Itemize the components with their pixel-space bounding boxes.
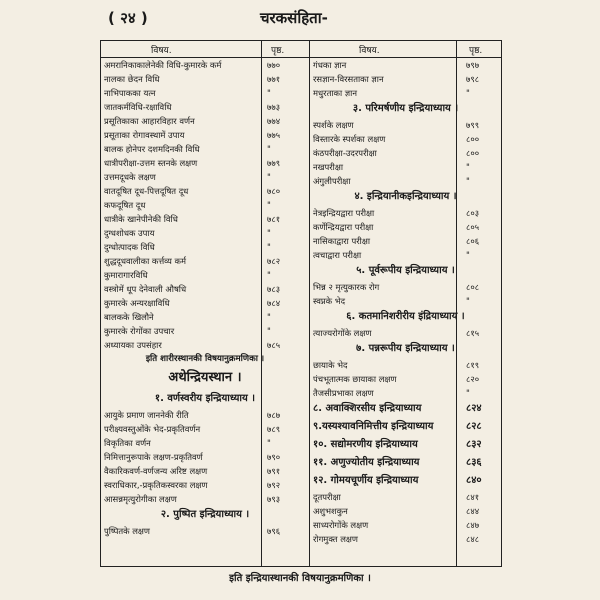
list-item [310,280,501,294]
entry-page: ८०० [466,134,480,144]
entry-title: विस्तारके स्पर्शका लक्षण [313,134,386,144]
entry-page: ८०६ [466,236,480,246]
list-item [101,142,309,156]
entry-title: अशुभशकुन [313,506,348,516]
entry-page: ८१९ [466,360,480,370]
list-item [101,254,309,268]
page-header-right: पृष्ठ. [469,46,483,56]
entry-page: ७८४ [267,298,281,308]
list-item [101,296,309,310]
entry-title: अंगुलीपरीक्षा [313,176,351,186]
entry-page: ७८१ [267,214,281,224]
entry-title: कंठपरीक्षा-उदरपरीक्षा [313,148,377,158]
chapter-heading: ६. कतमानिशरीरीय इंद्रियाध्याय । [346,311,465,322]
entry-title: नालका छेदन विधि [104,74,160,84]
list-item [101,184,309,198]
list-item [101,170,309,184]
entry-title: वैकारिकवर्ण-वर्णजन्य अरिष्ट लक्षण [104,466,208,476]
entry-title: स्वप्नके भेद [313,296,346,306]
entry-page: ८०८ [466,282,480,292]
list-item [310,294,501,308]
entry-title: परीक्ष्यवस्तुओंके भेद-प्रकृतिवर्णन [104,424,201,434]
list-item [310,418,501,436]
entry-page: ७८९ [267,424,281,434]
list-item [101,114,309,128]
chapter-heading: २. पुष्पित इन्द्रियाध्याय । [160,509,250,520]
table-header [101,41,501,58]
colophon: इति इन्द्रियास्थानकी विषयानुक्रमणिका । [229,573,371,584]
entry-title: जातकर्मविधि-रक्षाविधि [104,102,172,112]
chapter-heading: ३. परिमर्षणीय इन्द्रियाध्याय । [352,103,459,114]
list-item [101,436,309,450]
page-number: ( २४ ) [108,9,148,27]
entry-page: " [466,88,470,98]
entry-title: रसज्ञान-विरसताका ज्ञान [313,74,384,84]
list-item [310,146,501,160]
list-item [310,372,501,386]
section-end-line: इति शारीरस्थानकी विषयानुक्रमणिका । [145,354,265,364]
entry-title: ११. अणुज्योतीय इन्द्रियाध्याय [313,457,420,468]
list-item [310,220,501,234]
entry-page: ८०३ [466,208,480,218]
list-item [101,86,309,100]
entry-title: मधुरताका ज्ञान [313,88,357,98]
chapter-heading: ७. पन्नरूपीय इन्द्रियाध्याय । [356,343,455,354]
list-item [101,422,309,436]
entry-title: तैजसीप्रभाका लक्षण [313,388,374,398]
entry-title: आयुके प्रमाण जाननेकी रीति [104,410,189,420]
list-item [101,464,309,478]
entry-page: ८१५ [466,328,480,338]
list-item [310,400,501,418]
entry-title: त्वचाद्वारा परीक्षा [313,250,362,260]
entry-page: ७७४ [267,116,281,126]
list-item [101,226,309,240]
list-item [101,100,309,114]
entry-title: त्याज्यरोगोंके लक्षण [313,328,372,338]
entry-page: ८४१ [466,492,480,502]
entry-page: ७९१ [267,466,281,476]
entry-page: ८२० [466,374,480,384]
list-item [101,212,309,226]
list-item [101,324,309,338]
entry-title: नखपरीक्षा [313,162,344,172]
subject-header-right: विषय. [359,46,380,56]
entry-page: " [466,296,470,306]
entry-title: धात्रीपरीक्षा-उत्तम स्तनके लक्षण [104,158,198,168]
entry-page: " [267,326,271,336]
entry-title: पुष्पितके लक्षण [104,526,150,536]
entry-page: ७९७ [466,60,480,70]
entry-title: १२. गोमयचूर्णीय इन्द्रियाध्याय [313,475,419,486]
list-item [310,472,501,490]
entry-title: कर्णेन्द्रियद्वारा परीक्षा [313,222,374,232]
entry-page: ८४८ [466,534,480,544]
entry-title: साध्यरोगोंके लक्षण [313,520,369,530]
list-item [101,450,309,464]
entry-page: " [267,144,271,154]
entry-title: निमित्तानुरूपाके लक्षण-प्रकृतिवर्ण [104,452,203,462]
entry-page: ७७१ [267,74,281,84]
list-item [310,358,501,372]
entry-title: गंधका ज्ञान [313,60,347,70]
running-title: चरकसंहिता- [260,9,328,27]
list-item [101,524,309,538]
entry-page: ७७३ [267,102,281,112]
entry-page: ८४० [466,475,482,486]
entry-title: कुमारके अन्यरक्षाविधि [104,298,170,308]
entry-title: आसन्नमृत्युरोगीका लक्षण [104,494,177,504]
entry-page: " [466,162,470,172]
entry-page: " [267,228,271,238]
entry-title: नेत्रइन्द्रियद्वारा परीक्षा [313,208,375,218]
list-item [310,436,501,454]
list-item [101,282,309,296]
entry-page: ८३६ [466,457,482,468]
entry-page: ७७० [267,60,281,70]
list-item [310,234,501,248]
entry-page: ७८७ [267,410,281,420]
subject-header-left: विषय. [151,46,172,56]
entry-title: बालक होनेपर दशमदिनकी विधि [104,144,200,154]
entry-page: ७८२ [267,256,281,266]
entry-page: ८२४ [466,403,482,414]
entry-page: ७९६ [267,526,281,536]
entry-title: प्रसूताका रोगावस्थामें उपाय [104,130,185,140]
list-item [310,454,501,472]
list-item [101,156,309,170]
list-item [101,268,309,282]
entry-title: शुद्धदूधवालीका कर्त्तव्य कर्म [104,256,186,266]
list-item [310,58,501,72]
list-item [310,206,501,220]
entry-page: " [466,388,470,398]
list-item [101,408,309,422]
right-column [310,58,501,546]
entry-title: स्वराधिकार,-प्रकृतिकस्वरका लक्षण [104,480,208,490]
entry-title: स्पर्शके लक्षण [313,120,354,130]
entry-page: ७८३ [267,284,281,294]
entry-title: बालकके खिलौने [104,312,154,322]
entry-title: कुमारके रोगोंका उपचार [104,326,175,336]
entry-title: छायाके भेद [313,360,348,370]
page-header-left: पृष्ठ. [271,46,285,56]
contents-table [100,40,502,567]
list-item [101,198,309,212]
entry-page: " [267,270,271,280]
entry-page: " [267,438,271,448]
entry-title: वातदूषित दूध-पित्तदूषित दूध [104,186,189,196]
entry-title: वस्त्रोमें धूप देनेवाली औषधि [104,284,187,294]
list-item [310,386,501,400]
entry-page: " [466,176,470,186]
entry-title: दुग्धोत्पादक विधि [104,242,155,252]
entry-page: ८३२ [466,439,482,450]
list-item [101,492,309,506]
entry-page: ७७९ [267,158,281,168]
left-column [101,58,309,538]
list-item [101,310,309,324]
entry-page: ८४७ [466,520,480,530]
entry-page: ७९० [267,452,281,462]
entry-title: नाभिपाकका यत्न [104,88,156,98]
list-item [101,128,309,142]
list-item [310,86,501,100]
entry-page: ८०५ [466,222,480,232]
chapter-heading: ५. पूर्वरूपीय इन्द्रियाध्याय । [356,265,455,276]
list-item [310,72,501,86]
entry-title: कुमारागारविधि [104,270,148,280]
list-item [310,518,501,532]
entry-title: पंचभूतात्मक छायाका लक्षण [313,374,397,384]
list-item [310,504,501,518]
list-item [101,338,309,352]
list-item [101,72,309,86]
list-item [310,160,501,174]
entry-page: ८४४ [466,506,480,516]
entry-title: धात्रीके खानेपीनेकी विधि [104,214,178,224]
list-item [310,532,501,546]
list-item [101,478,309,492]
entry-title: अमरानिकाकालेनेकी विधि-कुमारके कर्म [104,60,222,70]
chapter-heading: १. वर्णस्वरीय इन्द्रियाध्याय । [154,393,256,404]
entry-page: ७९२ [267,480,281,490]
list-item [310,132,501,146]
entry-title: नासिकाद्वारा परीक्षा [313,236,371,246]
entry-title: दुग्धशोधक उपाय [104,228,155,238]
entry-title: ८. अवाक्शिरसीय इन्द्रियाध्याय [313,403,422,414]
list-item [310,118,501,132]
list-item [101,240,309,254]
entry-page: ७९८ [466,74,480,84]
entry-page: ७७५ [267,130,281,140]
entry-title: ९.यस्यश्यावनिमित्तीय इन्द्रियाध्याय [313,421,434,432]
list-item [310,326,501,340]
entry-page: ७९९ [466,120,480,130]
entry-page: " [267,242,271,252]
list-item [310,174,501,188]
chapter-heading: ४. इन्द्रियानीकइन्द्रियाध्याय । [354,191,457,202]
entry-page: " [267,200,271,210]
list-item [310,248,501,262]
entry-title: उत्तमदूधके लक्षण [104,172,156,182]
entry-page: " [267,88,271,98]
entry-title: रोगमुक्त लक्षण [313,534,358,544]
list-item [310,490,501,504]
entry-page: ७८० [267,186,281,196]
entry-page: ७९३ [267,494,281,504]
entry-page: " [466,250,470,260]
entry-page: ७८५ [267,340,281,350]
entry-title: कफदूषित दूध [104,200,146,210]
entry-title: १०. सद्योमरणीय इन्द्रियाध्याय [313,439,418,450]
entry-title: दूतपरीक्षा [313,492,341,502]
sthana-heading: अथेन्द्रियस्थान । [168,370,242,385]
entry-page: ८२८ [466,421,482,432]
list-item [101,58,309,72]
entry-title: विकृतिका वर्णन [104,438,151,448]
entry-title: अध्यायका उपसंहार [104,340,162,350]
entry-page: " [267,312,271,322]
entry-page: ८०० [466,148,480,158]
entry-title: प्रसूतिकाका आहारविहार वर्णन [104,116,195,126]
entry-title: भिन्न २ मृत्युकारक रोग [313,282,380,292]
entry-page: " [267,172,271,182]
